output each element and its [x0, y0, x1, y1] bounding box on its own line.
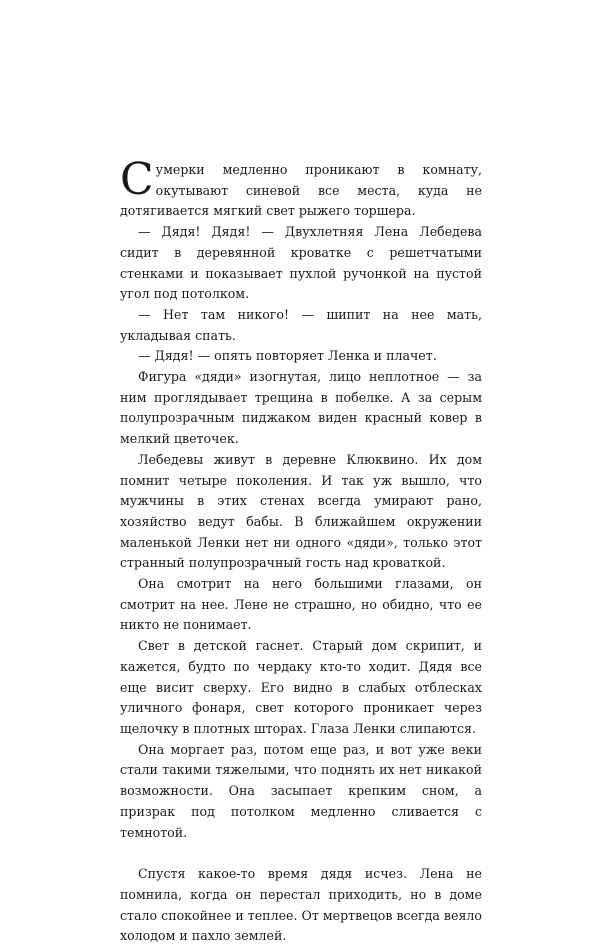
paragraph-looking: Она смотрит на него большими глазами, он смотрит на нее. Лене не страшно, но обидно, что ее никто не понимает. [120, 576, 482, 633]
paragraph-dialogue-3: — Дядя! — опять повторяет Ленка и плачет. [138, 348, 437, 364]
drop-cap: С [120, 154, 154, 205]
paragraph-dialogue-1: — Дядя! Дядя! — Двухлетняя Лена Лебедева сидит в деревянной кроватке с решетчатыми стенками и показывает пухлой ручонкой на пустой угол под потолком. [120, 224, 482, 302]
story-text [120, 154, 482, 947]
section-break [120, 843, 482, 864]
opening-text: умерки медленно проникают в комнату, окутывают синевой все места, куда не дотягивается мягкий свет рыжего торшера. [120, 162, 482, 219]
paragraph-dialogue-2: — Нет там никого! — шипит на нее мать, укладывая спать. [120, 306, 482, 343]
paragraph-night: Свет в детской гаснет. Старый дом скрипит, и кажется, будто по чердаку кто-то ходит. Дядя все еще висит сверху. Его видно в слабых отблесках уличного фонаря, свет которого проникает через щелочку в плотных шторах. Глаза Ленки слипаются. [120, 638, 482, 736]
paragraph-figure: Фигура «дяди» изогнутая, лицо неплотное — за ним проглядывает трещина в побелке. А за серым полупрозрачным пиджаком виден красный ковер в мелкий цветочек. [120, 369, 482, 447]
opening-paragraph [120, 154, 482, 222]
paragraph-sleep: Она моргает раз, потом еще раз, и вот уже веки стали такими тяжелыми, что поднять их нет никакой возможности. Она засыпает крепким сном, а призрак под потолком медленно сливается с темнотой. [120, 741, 482, 840]
paragraph-family: Лебедевы живут в деревне Клюквино. Их дом помнит четыре поколения. И так уж вышло, что мужчины в этих стенах всегда умирают рано, хозяйство ведут бабы. В ближайшем окружении маленькой Ленки нет ни одного «дяди», только этот странный полупрозрачный гость над кроваткой. [120, 451, 482, 571]
paragraph-after-break: Спустя какое-то время дядя исчез. Лена не помнила, когда он перестал приходить, но в доме стало спокойнее и теплее. От мертвецов всегда веяло холодом и пахло землей. [120, 866, 482, 944]
